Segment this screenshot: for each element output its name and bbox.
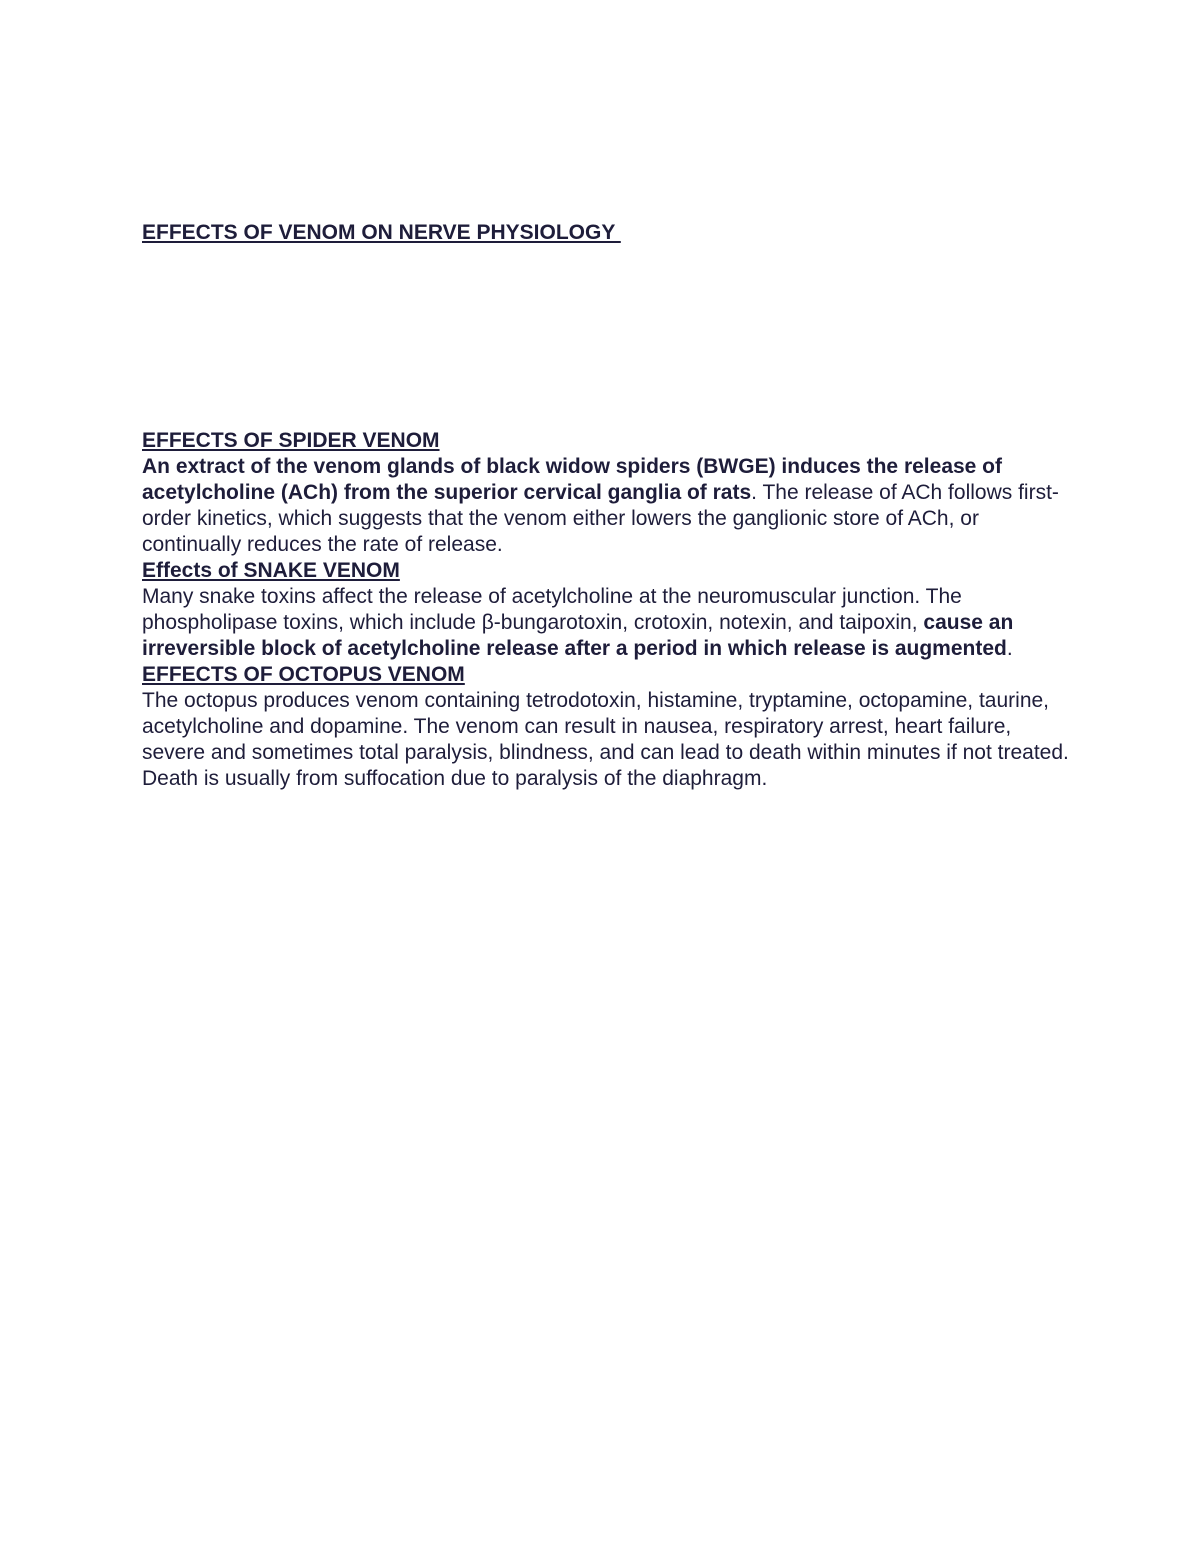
section-paragraph-snake (142, 584, 1072, 662)
document-body (142, 428, 1072, 792)
section-octopus-venom (142, 662, 1072, 792)
section-spider-venom (142, 428, 1072, 558)
section-bold-text-spider: An extract of the venom glands of black widow spiders (BWGE) induces the release of acetylcholine (ACh) from the superior cervical ganglia of rats (142, 455, 1003, 504)
section-heading-snake: Effects of SNAKE VENOM (142, 559, 400, 582)
section-heading-octopus: EFFECTS OF OCTOPUS VENOM (142, 663, 465, 686)
section-bold-text-snake: cause an irreversible block of acetylcholine release after a period in which release is augmented (142, 611, 1014, 660)
section-text-end-snake: . (1006, 637, 1013, 660)
section-heading-spider: EFFECTS OF SPIDER VENOM (142, 429, 440, 452)
section-text-spider: . The release of ACh follows first-order kinetics, which suggests that the venom either lowers the ganglionic store of ACh, or continually reduces the rate of release. (142, 481, 1059, 556)
section-text-octopus: The octopus produces venom containing tetrodotoxin, histamine, tryptamine, octopamine, taurine, acetylcholine and dopamine. The venom can result in nausea, respiratory arrest, heart failure, severe and sometimes total paralysis, blindness, and can lead to death within minutes if not treated. Death is usually from suffocation due to paralysis of the diaphragm. (142, 689, 1069, 790)
section-text-snake: Many snake toxins affect the release of acetylcholine at the neuromuscular junction. The phospholipase toxins, which include β-bungarotoxin, crotoxin, notexin, and taipoxin, (142, 585, 962, 634)
section-paragraph-spider (142, 454, 1072, 558)
document-title: EFFECTS OF VENOM ON NERVE PHYSIOLOGY (142, 221, 621, 244)
section-paragraph-octopus (142, 688, 1072, 792)
section-snake-venom (142, 558, 1072, 662)
